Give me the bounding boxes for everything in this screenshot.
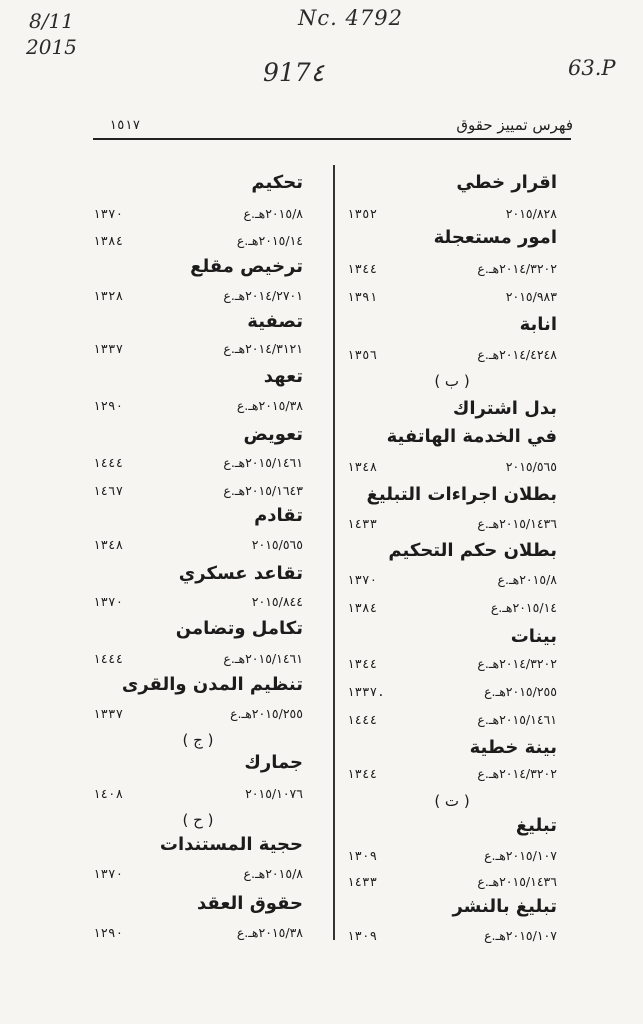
page-reference: ١٢٩٠	[93, 925, 124, 940]
handwritten-code: 63.P	[568, 56, 616, 80]
citation-number: ٢٠١٤/٣١٢١هـ.ع	[223, 341, 303, 356]
index-term: في الخدمة الهاتفية	[386, 426, 557, 447]
citation-number: ٢٠١٤/٣٢٠٢هـ.ع	[477, 261, 557, 276]
citation-number: ٢٠١٤/٣٢٠٢هـ.ع	[477, 766, 557, 781]
citation-number: ٢٠١٥/٣٨هـ.ع	[236, 925, 303, 940]
citation-row	[93, 233, 303, 251]
citation-row	[347, 928, 557, 946]
index-term: بطلان اجراءات التبليغ	[366, 484, 557, 505]
page-reference: ١٣٢٨	[93, 288, 124, 303]
handwritten-date	[26, 8, 77, 60]
index-term: بينة خطية	[469, 737, 557, 758]
citation-number: ٢٠١٥/٢٥٥هـ.ع	[230, 706, 303, 721]
citation-row	[347, 261, 557, 279]
index-term: امور مستعجلة	[433, 227, 557, 248]
page-reference: ١٣٩١	[347, 289, 378, 304]
header-title: فهرس تمييز حقوق	[456, 116, 573, 134]
citation-number: ٢٠١٤/٢٧٠١هـ.ع	[223, 288, 303, 303]
citation-number: ٢٠١٥/٥٦٥	[505, 459, 557, 474]
citation-row	[93, 866, 303, 884]
citation-number: ٢٠١٥/٣٨هـ.ع	[236, 398, 303, 413]
citation-row	[347, 206, 557, 224]
handwritten-number: 917٤	[263, 58, 325, 87]
index-term: تبليغ	[515, 815, 557, 836]
index-term: تقادم	[254, 505, 303, 526]
running-header	[93, 116, 573, 138]
citation-row	[347, 712, 557, 730]
citation-row	[347, 600, 557, 618]
citation-number: ٢٠١٥/٩٨٣	[505, 289, 557, 304]
citation-number: ٢٠١٥/٨هـ.ع	[497, 572, 557, 587]
index-term: تصفية	[247, 311, 303, 332]
index-term: تعهد	[263, 366, 303, 387]
page-reference: ١٤٤٤	[93, 651, 124, 666]
index-term: ترخيص مقلع	[190, 256, 303, 277]
citation-row	[347, 766, 557, 784]
page-reference: ١٣٤٨	[347, 459, 378, 474]
page-reference: ١٣٣٧	[93, 706, 124, 721]
page-reference: ١٣٧٠	[93, 866, 124, 881]
section-letter: ( ج )	[182, 731, 214, 749]
citation-number: ٢٠١٥/٨هـ.ع	[243, 206, 303, 221]
page-reference: ١٣٨٤	[347, 600, 378, 615]
citation-number: ٢٠١٥/١٤٦١هـ.ع	[223, 651, 303, 666]
citation-row	[93, 706, 303, 724]
page-reference: ١٤٠٨	[93, 786, 124, 801]
citation-row	[347, 656, 557, 674]
index-term: تكامل وتضامن	[175, 618, 303, 639]
citation-row	[93, 455, 303, 473]
citation-number: ٢٠١٥/١٤٦١هـ.ع	[477, 712, 557, 727]
citation-number: ٢٠١٥/٨٢٨	[505, 206, 557, 221]
page-reference: ١٣٤٤	[347, 261, 378, 276]
handwritten-reference: Nc. 4792	[298, 6, 403, 30]
citation-row	[347, 289, 557, 307]
page-reference: ١٤٣٣	[347, 874, 378, 889]
citation-number: ٢٠١٥/١٠٧هـ.ع	[484, 928, 557, 943]
citation-number: ٢٠١٥/٢٥٥هـ.ع	[484, 684, 557, 699]
page-reference: ١٣٤٨	[93, 537, 124, 552]
citation-number: ٢٠١٥/٨٤٤	[251, 594, 303, 609]
index-term: تعويض	[243, 424, 303, 445]
index-term: بطلان حكم التحكيم	[388, 540, 557, 561]
citation-row	[347, 516, 557, 534]
citation-number: ٢٠١٥/١٤٣٦هـ.ع	[477, 516, 557, 531]
index-term: حجية المستندات	[159, 834, 303, 855]
citation-row	[93, 288, 303, 306]
header-page-number: ١٥١٧	[109, 118, 141, 133]
citation-number: ٢٠١٤/٣٢٠٢هـ.ع	[477, 656, 557, 671]
handwritten-date-top: 8/11	[28, 9, 74, 33]
index-term: بينات	[510, 626, 557, 647]
index-term: تقاعد عسكري	[178, 563, 303, 584]
citation-number: ٢٠١٥/١٤٣٦هـ.ع	[477, 874, 557, 889]
citation-row	[347, 459, 557, 477]
header-rule	[93, 138, 571, 140]
citation-number: ٢٠١٥/١٤هـ.ع	[490, 600, 557, 615]
index-term: حقوق العقد	[196, 893, 303, 914]
page-reference: ١٣٤٤	[347, 766, 378, 781]
section-letter: ( ب )	[434, 372, 470, 390]
page-reference: ١٣٠٩	[347, 848, 378, 863]
index-term: تبليغ بالنشر	[452, 896, 557, 917]
citation-row	[93, 483, 303, 501]
section-letter: ( ح )	[182, 811, 214, 829]
page-reference: ١٣٧٠	[347, 572, 378, 587]
citation-row	[347, 347, 557, 365]
page-reference: ١٣٧٠	[93, 206, 124, 221]
citation-row	[347, 572, 557, 590]
citation-number: ٢٠١٥/٥٦٥	[251, 537, 303, 552]
page-reference: ١٣٠٩	[347, 928, 378, 943]
index-term: انابة	[519, 314, 557, 335]
citation-row	[93, 786, 303, 804]
citation-row	[93, 925, 303, 943]
citation-number: ٢٠١٥/١٦٤٣هـ.ع	[223, 483, 303, 498]
citation-number: ٢٠١٥/١٤هـ.ع	[236, 233, 303, 248]
citation-row	[347, 874, 557, 892]
citation-row	[93, 206, 303, 224]
citation-number: ٢٠١٥/١٠٧٦	[245, 786, 303, 801]
page-reference: ١٤٤٤	[93, 455, 124, 470]
citation-row	[93, 594, 303, 612]
page-reference: ١٤٤٤	[347, 712, 378, 727]
citation-row	[93, 537, 303, 555]
page-reference: ١٣٤٤	[347, 656, 378, 671]
page-reference: ١٢٩٠	[93, 398, 124, 413]
index-term: تحكيم	[251, 172, 303, 193]
citation-row	[93, 651, 303, 669]
handwritten-date-bottom: 2015	[26, 35, 77, 59]
page-reference: ١٤٦٧	[93, 483, 124, 498]
index-term: اقرار خطي	[456, 172, 557, 193]
page-reference: ١٣٨٤	[93, 233, 124, 248]
citation-row	[347, 848, 557, 866]
citation-row	[93, 341, 303, 359]
section-letter: ( ت )	[434, 792, 470, 810]
page-reference: ١٣٥٦	[347, 347, 378, 362]
page-reference: ١٣٧٠	[93, 594, 124, 609]
page-reference: ١٣٣٧.	[347, 684, 385, 699]
index-term: جمارك	[244, 752, 303, 773]
citation-number: ٢٠١٥/٨هـ.ع	[243, 866, 303, 881]
page-reference: ١٤٣٣	[347, 516, 378, 531]
index-term: بدل اشتراك	[452, 398, 557, 419]
page-reference: ١٣٥٢	[347, 206, 378, 221]
citation-number: ٢٠١٥/١٤٦١هـ.ع	[223, 455, 303, 470]
citation-row	[93, 398, 303, 416]
citation-number: ٢٠١٤/٤٢٤٨هـ.ع	[477, 347, 557, 362]
index-term: تنظيم المدن والقرى	[121, 674, 303, 695]
page-reference: ١٣٣٧	[93, 341, 124, 356]
citation-number: ٢٠١٥/١٠٧هـ.ع	[484, 848, 557, 863]
column-divider	[333, 165, 335, 940]
citation-row	[347, 684, 557, 702]
